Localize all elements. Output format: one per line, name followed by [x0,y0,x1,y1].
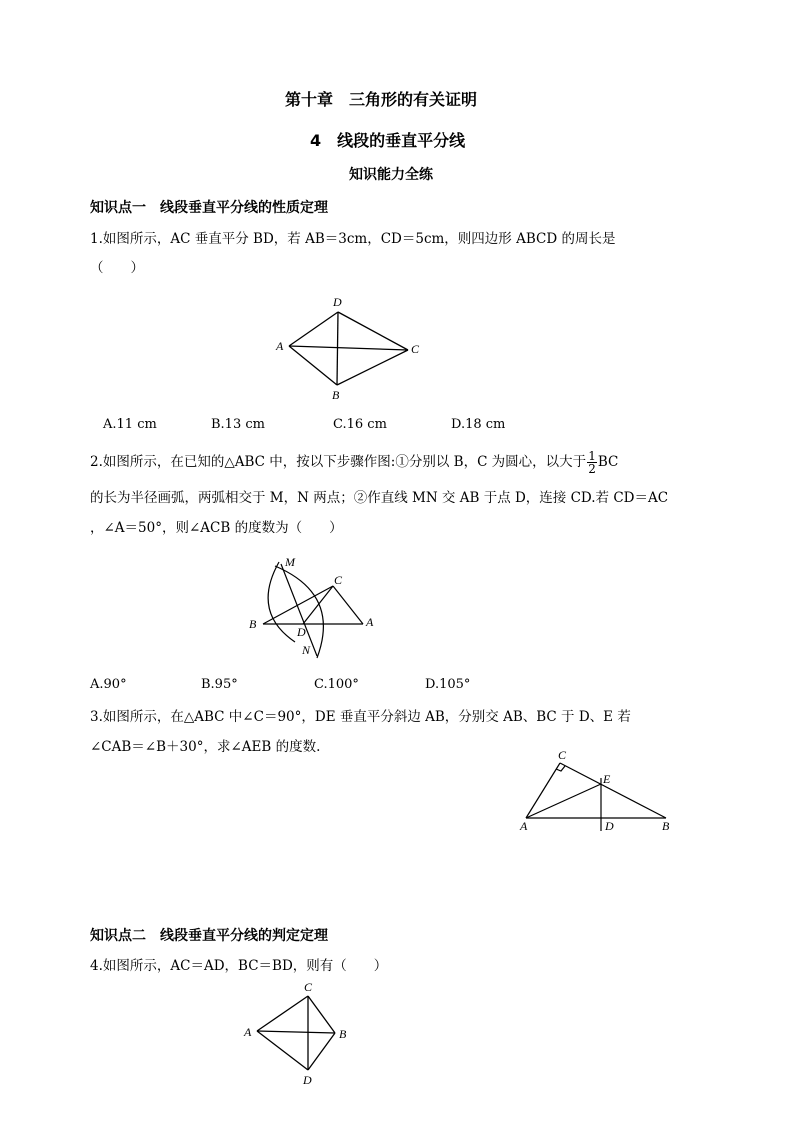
question-2-option-d: D.105° [425,677,471,692]
question-2-option-a: A.90° [90,677,127,692]
q2-label-c: C [334,573,343,587]
practice-subtitle: 知识能力全练 [349,167,433,183]
q2-label-b: B [249,617,257,631]
q3-label-a: A [520,819,528,833]
question-1-option-a: A.11 cm [103,417,157,432]
q3-label-e: E [603,772,611,786]
question-2-option-b: B.95° [201,677,238,692]
q1-label-a: A [276,339,284,353]
fraction-one-half [587,450,597,475]
question-2-option-c: C.100° [314,677,359,692]
q4-label-d: D [303,1073,312,1087]
question-2-line-1 [90,450,618,475]
question-1-text: 1.如图所示，AC 垂直平分 BD，若 AB＝3cm，CD＝5cm，则四边形 ABCD 的周长是 [90,231,616,247]
chapter-title: 第十章 三角形的有关证明 [285,90,478,109]
question-1-option-c: C.16 cm [333,417,387,432]
q3-label-c: C [558,748,567,762]
q1-label-c: C [411,342,420,356]
question-2-line-3: ，∠A＝50°，则∠ACB 的度数为（ ） [90,520,343,536]
q3-label-d: D [605,819,614,833]
q1-label-b: B [332,388,340,402]
q2-label-n: N [302,643,311,657]
question-1-option-b: B.13 cm [211,417,265,432]
q4-label-b: B [339,1027,347,1041]
fraction-numerator: 1 [588,449,596,463]
question-3-line-2: ∠CAB＝∠B＋30°，求∠AEB 的度数. [90,739,321,755]
fraction-denominator: 2 [588,462,596,476]
question-2-text-b: BC [597,454,619,470]
question-3-line-1: 3.如图所示，在△ABC 中∠C＝90°，DE 垂直平分斜边 AB，分别交 AB、BC 于 D、E 若 [90,709,631,725]
knowledge-point-1-heading: 知识点一 线段垂直平分线的性质定理 [90,200,328,216]
q4-label-a: A [244,1025,252,1039]
q2-label-m: M [285,555,295,569]
question-2-figure [245,550,385,662]
q2-label-a: A [366,615,374,629]
question-3-figure [518,744,683,836]
section-title: 4 线段的垂直平分线 [310,131,466,150]
question-4-text: 4.如图所示，AC＝AD，BC＝BD，则有（ ） [90,958,388,974]
question-2-text-a: 2.如图所示，在已知的△ABC 中，按以下步骤作图:①分别以 B，C 为圆心，以大于 [90,454,587,470]
question-1-answer-paren: （ ） [90,260,144,276]
q4-label-c: C [304,980,313,994]
knowledge-point-2-heading: 知识点二 线段垂直平分线的判定定理 [90,928,328,944]
question-4-figure [240,978,355,1088]
question-2-line-2: 的长为半径画弧，两弧相交于 M，N 两点；②作直线 MN 交 AB 于点 D，连接 CD.若 CD＝AC [90,490,669,506]
q2-label-d: D [297,625,306,639]
q1-label-d: D [333,295,342,309]
q3-label-b: B [662,819,670,833]
question-1-figure [270,290,430,405]
question-1-option-d: D.18 cm [451,417,506,432]
